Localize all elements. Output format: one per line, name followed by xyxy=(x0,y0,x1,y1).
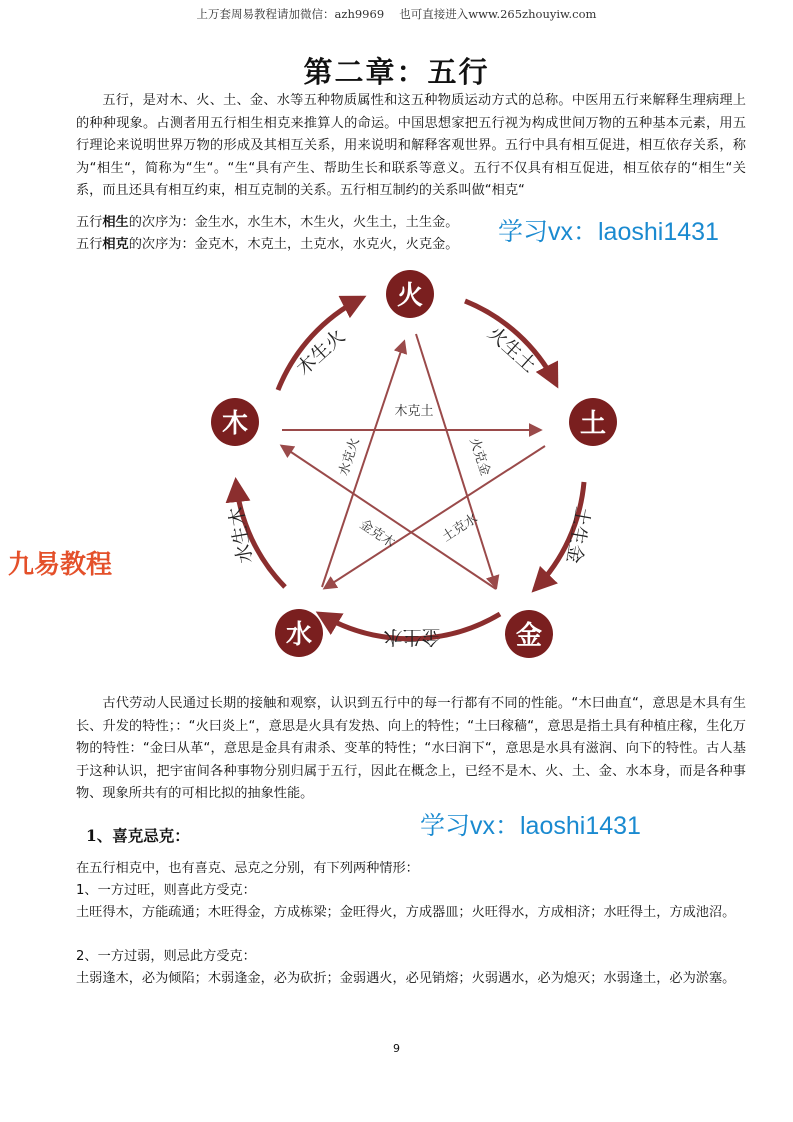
sheng-post: 的次序为：金生水，水生木，木生火，火生土，土生金。 xyxy=(128,215,459,230)
sheng-label-wood-fire: 木生火 xyxy=(292,325,350,380)
element-earth-label: 土 xyxy=(579,409,607,439)
page-header: 上万套周易教程请加微信：azh9969 也可直接进入www.265zhouyiw.com xyxy=(196,7,597,21)
element-earth xyxy=(569,398,617,446)
sheng-label-metal-water: 金生水 xyxy=(383,626,441,648)
properties-text: 古代劳动人民通过长期的接触和观察，认识到五行中的每一行都有不同的性能。“木曰曲直“，意思是木具有生长、升发的特性；：“火曰炎上“，意思是火具有发热、向上的特性；“土曰稼穑“，意思是指土具有种植庄稼，生化万物的特性：“金曰从革“，意思是金具有肃杀、变革的特性；“水曰润下“，意思是水具有滋润、向下的特性。古人基于这种认识，把宇宙间各种事物分别归属于五行，因此在概念上，已经不是木、火、土、金、水本身，而是各种事物、现象所共有的可相比拟的抽象性能。 xyxy=(76,696,746,802)
properties-paragraph xyxy=(76,693,746,806)
ke-label-fire-metal: 火克金 xyxy=(466,436,493,478)
element-water-label: 水 xyxy=(285,620,313,650)
ke-line-earth-water xyxy=(325,446,545,588)
element-water xyxy=(275,609,323,657)
watermark-brand: 九易教程 xyxy=(8,550,113,580)
ke-label-earth-water: 土克水 xyxy=(439,511,481,545)
element-wood-label: 木 xyxy=(221,409,249,439)
case2-text: 土弱逢木，必为倾陷；木弱逢金，必为砍折；金弱遇火，必见销熔；火弱遇水，必为熄灭；水弱逢土，必为淤塞。 xyxy=(76,971,736,986)
sheng-bold: 相生 xyxy=(102,215,129,230)
ke-bold: 相克 xyxy=(102,237,129,252)
watermark-wechat-2: 学习vx：laoshi1431 xyxy=(420,812,641,840)
ke-pre: 五行 xyxy=(76,237,103,252)
case1-body xyxy=(76,902,746,925)
element-fire-label: 火 xyxy=(396,281,424,311)
section-title: 1、喜克忌克： xyxy=(86,826,190,845)
sheng-label-fire-earth: 火生土 xyxy=(483,322,541,377)
case1-title: 1、一方过旺，则喜此方受克： xyxy=(76,883,256,898)
watermark-wechat-1: 学习vx：laoshi1431 xyxy=(498,218,719,246)
sheng-sequence xyxy=(76,212,458,234)
ke-label-wood-earth: 木克土 xyxy=(394,404,434,419)
ke-line-water-fire xyxy=(322,342,404,587)
sheng-label-water-wood: 水生木 xyxy=(225,505,257,566)
section-intro: 在五行相克中，也有喜克、忌克之分别，有下列两种情形： xyxy=(76,861,419,876)
element-wood xyxy=(211,398,259,446)
wuxing-diagram xyxy=(200,262,620,674)
case2-body xyxy=(76,968,746,991)
case2-title: 2、一方过弱，则忌此方受克： xyxy=(76,949,256,964)
element-fire xyxy=(386,270,434,318)
element-metal xyxy=(505,610,553,658)
case1-text: 土旺得木，方能疏通；木旺得金，方成栋梁；金旺得火，方成器皿；火旺得水，方成相济；水旺得土，方成池沼。 xyxy=(76,905,736,920)
intro-paragraph xyxy=(76,90,746,203)
sheng-pre: 五行 xyxy=(76,215,103,230)
page-title: 第二章：五行 xyxy=(303,55,490,89)
element-metal-label: 金 xyxy=(515,621,543,651)
ke-post: 的次序为：金克木，木克土，土克水，水克火，火克金。 xyxy=(128,237,459,252)
sheng-label-earth-metal: 土生金 xyxy=(562,505,594,566)
intro-text: 五行，是对木、火、土、金、水等五种物质属性和这五种物质运动方式的总称。中医用五行来解释生理病理上的种种现象。占测者用五行相生相克来推算人的命运。中国思想家把五行视为构成世间万物的五种基本元素，用五行理论来说明世界万物的形成及其相互关系，用来说明和解释客观世界。五行中具有相互促进，相互依存关系，称为“相生“，简称为“生“。“生“具有产生、帮助生长和联系等意义。五行不仅具有相互促进，相互依存的“相生“关系，而且还具有相互约束，相互克制的关系。五行相互制约的关系叫做“相克“ xyxy=(76,93,746,199)
ke-label-metal-wood: 金克木 xyxy=(356,516,398,552)
ke-sequence xyxy=(76,234,458,256)
page-number: 9 xyxy=(393,1042,400,1055)
ke-label-water-fire: 水克火 xyxy=(336,436,363,478)
